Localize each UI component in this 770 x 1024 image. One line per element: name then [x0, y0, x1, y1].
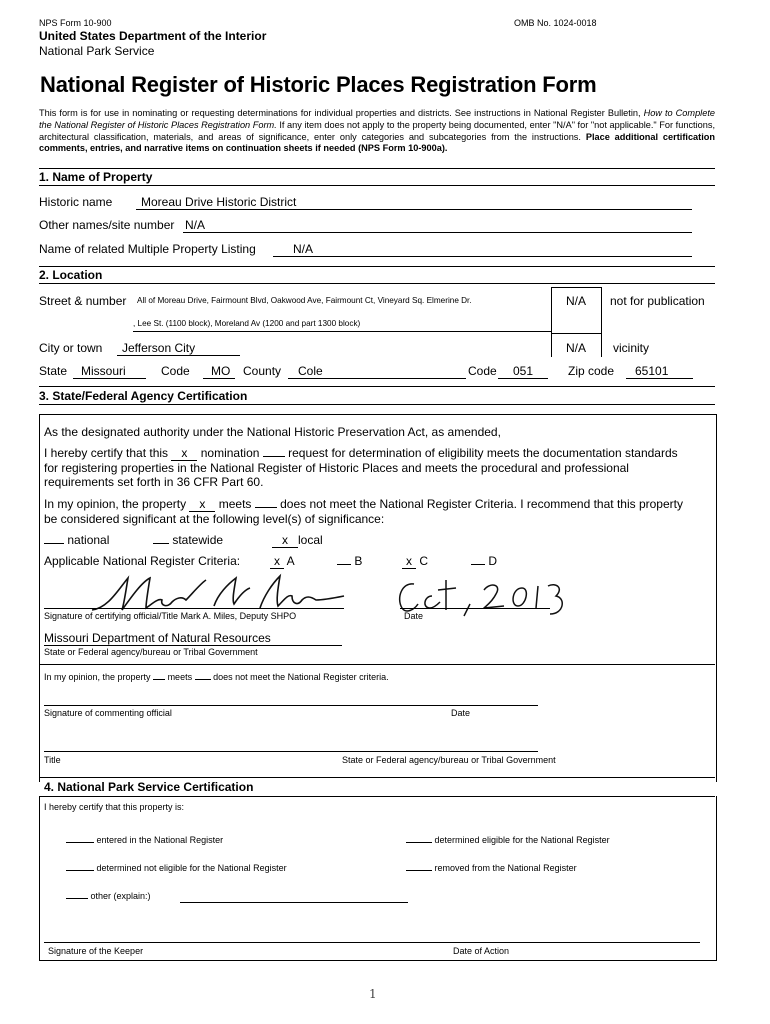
date-line [400, 608, 550, 609]
street-value-2[interactable]: , Lee St. (1100 block), Moreland Av (1200 and part 1300 block) [133, 319, 361, 328]
comment-signature-caption: Signature of commenting official [44, 708, 172, 718]
section3-heading: 3. State/Federal Agency Certification [39, 389, 248, 403]
intro-paragraph: This form is for use in nominating or requesting determinations for individual properties and districts. See instructions in National Register Bulletin, How to Complete the National Register of Historic Places Registration Form. If any item does not apply to the property being documented, enter "N/A" for "not applicable." For functions, architectural classification, materials, and areas of significance, enter only categories and subcategories from the instructions. Place additional certification comments, entries, and narrative items on continuation sheets if needed (NPS Form 10-900a). [39, 108, 716, 154]
box-border [551, 287, 601, 288]
criterion-b[interactable]: B [337, 554, 362, 568]
comment-date-caption: Date [451, 708, 471, 718]
field-line [626, 378, 693, 379]
certify-line: I hereby certify that this x nomination request for determination of eligibility meets the documentation standards [44, 446, 678, 460]
section4-heading: 4. National Park Service Certification [44, 780, 254, 794]
box-border [551, 287, 552, 333]
keeper-caption: Signature of the Keeper [48, 946, 144, 956]
code-label: Code [161, 364, 190, 378]
authority-text: As the designated authority under the National Historic Preservation Act, as amended, [44, 425, 501, 439]
state-label: State [39, 364, 68, 378]
related-listing-value[interactable]: N/A [293, 242, 314, 256]
certify-line-2: for registering properties in the National Register of Historic Places and meets the procedural and professional [44, 461, 629, 475]
rule [39, 266, 715, 267]
rule [39, 664, 715, 665]
field-line [498, 378, 548, 379]
county-label: County [243, 364, 282, 378]
title-line [44, 751, 538, 752]
field-line [273, 256, 692, 257]
city-label: City or town [39, 341, 103, 355]
nfp-value[interactable]: N/A [566, 294, 587, 308]
field-line [73, 378, 146, 379]
meets-mark[interactable]: x [189, 497, 215, 512]
agency-line [44, 645, 342, 646]
county-value[interactable]: Cole [298, 364, 323, 378]
title-caption: Title [44, 755, 61, 765]
nps-box [39, 796, 717, 961]
page-number: 1 [369, 987, 377, 1001]
criterion-c[interactable]: x C [402, 554, 428, 569]
vicinity-label: vicinity [613, 341, 650, 355]
option-not-eligible[interactable]: determined not eligible for the National Register [66, 863, 287, 873]
rule [39, 283, 715, 284]
box-border [551, 333, 552, 357]
comment-opinion: In my opinion, the property meets does not meet the National Register criteria. [44, 672, 389, 682]
signature-caption: Signature of certifying official/Title Mark A. Miles, Deputy SHPO [44, 611, 297, 621]
level-national[interactable]: national [44, 533, 109, 547]
field-line [117, 355, 240, 356]
zip-label: Zip code [568, 364, 615, 378]
other-explain-line [180, 902, 408, 903]
request-mark[interactable] [263, 456, 285, 457]
field-line [288, 378, 466, 379]
section1-heading: 1. Name of Property [39, 170, 153, 184]
criteria-label: Applicable National Register Criteria: [44, 554, 241, 568]
code-value[interactable]: MO [211, 364, 231, 378]
comment-signature-line [44, 705, 538, 706]
rule [39, 777, 715, 778]
field-line [133, 331, 551, 332]
page-title: National Register of Historic Places Registration Form [40, 72, 597, 97]
agency-caption: State or Federal agency/bureau or Tribal Government [44, 647, 258, 657]
date-caption: Date [404, 611, 424, 621]
level-local[interactable]: x local [272, 533, 323, 548]
level-statewide[interactable]: statewide [153, 533, 223, 547]
rule [39, 168, 715, 169]
related-listing-label: Name of related Multiple Property Listing [39, 242, 256, 256]
section2-heading: 2. Location [39, 268, 103, 282]
criterion-d[interactable]: D [471, 554, 497, 568]
box-border [601, 287, 602, 357]
historic-name-value[interactable]: Moreau Drive Historic District [141, 195, 297, 209]
other-names-label: Other names/site number [39, 218, 175, 232]
certify-line-3: requirements set forth in 36 CFR Part 60. [44, 475, 264, 489]
zip-value[interactable]: 65101 [635, 364, 669, 378]
state-value[interactable]: Missouri [81, 364, 126, 378]
omb-number: OMB No. 1024-0018 [514, 18, 597, 28]
agency-value[interactable]: Missouri Department of Natural Resources [44, 631, 271, 645]
county-code-value[interactable]: 051 [513, 364, 534, 378]
agency-name: United States Department of the Interior [39, 29, 267, 43]
street-value-1[interactable]: All of Moreau Drive, Fairmount Blvd, Oakwood Ave, Fairmount Ct, Vineyard Sq. Elmerine Dr. [137, 296, 472, 305]
other-names-value[interactable]: N/A [185, 218, 206, 232]
county-code-label: Code [468, 364, 497, 378]
field-line [136, 209, 692, 210]
option-eligible[interactable]: determined eligible for the National Register [406, 835, 610, 845]
box-border [551, 333, 601, 334]
option-removed[interactable]: removed from the National Register [406, 863, 577, 873]
action-date-caption: Date of Action [453, 946, 510, 956]
criterion-a[interactable]: x A [270, 554, 295, 569]
nomination-mark[interactable]: x [171, 446, 197, 461]
not-meet-mark[interactable] [255, 507, 277, 508]
street-label: Street & number [39, 294, 127, 308]
vicinity-value[interactable]: N/A [566, 341, 587, 355]
option-other[interactable]: other (explain:) [66, 891, 151, 901]
form-number: NPS Form 10-900 [39, 18, 112, 28]
historic-name-label: Historic name [39, 195, 113, 209]
opinion-line: In my opinion, the property x meets does not meet the National Register Criteria. I recommend that this property [44, 497, 683, 511]
nfp-label: not for publication [610, 294, 705, 308]
rule [39, 404, 715, 405]
rule [39, 386, 715, 387]
rule [39, 185, 715, 186]
nps-certify-text: I hereby certify that this property is: [44, 802, 185, 812]
city-value[interactable]: Jefferson City [122, 341, 196, 355]
keeper-signature-line [44, 942, 700, 943]
field-line [203, 378, 235, 379]
field-line [183, 232, 692, 233]
option-entered[interactable]: entered in the National Register [66, 835, 223, 845]
opinion-line-2: be considered significant at the following level(s) of significance: [44, 512, 385, 526]
signature-line [44, 608, 344, 609]
title-agency-caption: State or Federal agency/bureau or Tribal Government [342, 755, 556, 765]
service-name: National Park Service [39, 44, 155, 58]
